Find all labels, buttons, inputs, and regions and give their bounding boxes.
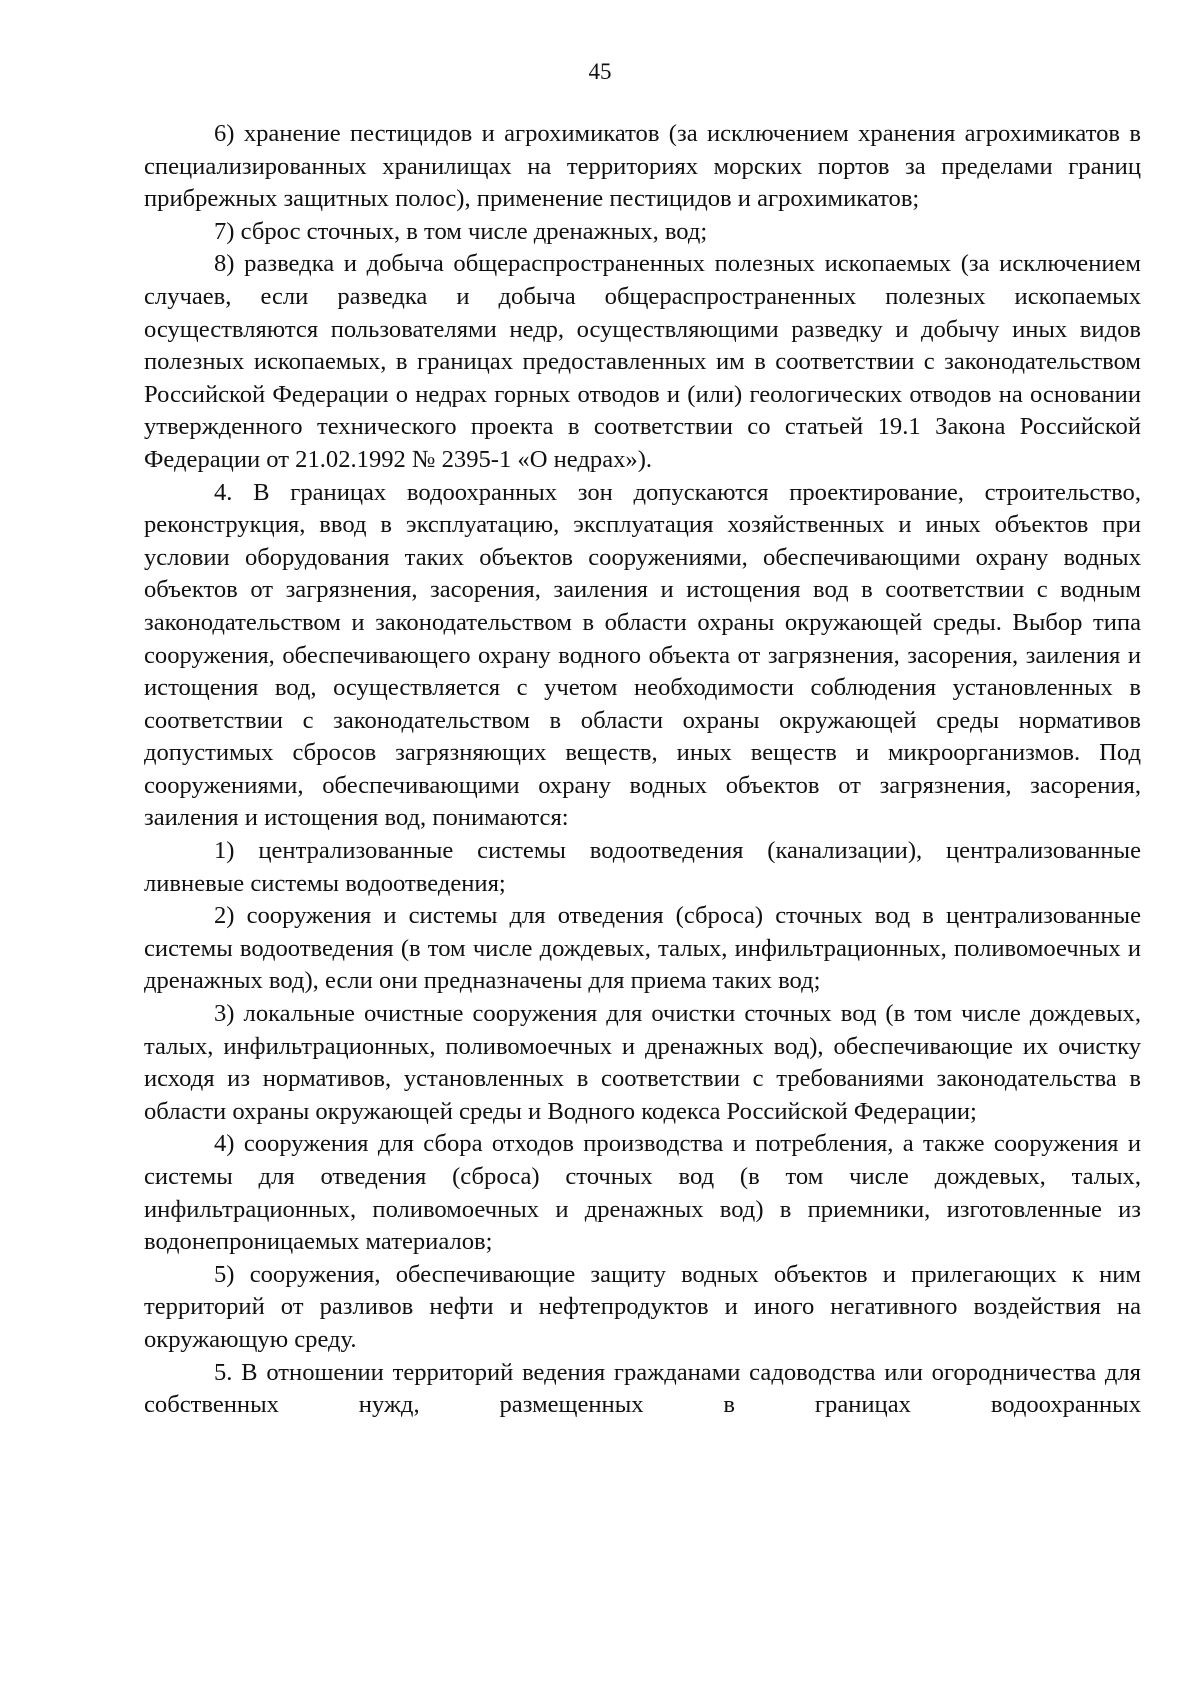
document-body bbox=[144, 118, 1141, 1422]
paragraph-subitem-1: 1) централизованные системы водоотведения (канализации), централизованные ливневые системы водоотведения; bbox=[144, 837, 1141, 897]
paragraph-section-4: 4. В границах водоохранных зон допускаются проектирование, строительство, реконструкция, ввод в эксплуатацию, эксплуатация хозяйственных и иных объектов при условии оборудования таких объектов сооружениями, обеспечивающими охрану водных объектов от загрязнения, засорения, заиления и истощения вод в соответствии с водным законодательством и законодательством в области охраны окружающей среды. Выбор типа сооружения, обеспечивающего охрану водного объекта от загрязнения, засорения, заиления и истощения вод, осуществляется с учетом необходимости соблюдения установленных в соответствии с законодательством в области охраны окружающей среды нормативов допустимых сбросов загрязняющих веществ, иных веществ и микроорганизмов. Под сооружениями, обеспечивающими охрану водных объектов от загрязнения, засорения, заиления и истощения вод, понимаются: bbox=[144, 478, 1141, 832]
paragraph-item-7: 7) сброс сточных, в том числе дренажных, вод; bbox=[214, 217, 708, 245]
paragraph-section-5: 5. В отношении территорий ведения гражданами садоводства или огородничества для собственных нужд, размещенных в границах водоохранных bbox=[144, 1358, 1141, 1419]
paragraph-item-6: 6) хранение пестицидов и агрохимикатов (за исключением хранения агрохимикатов в специализированных хранилищах на территориях морских портов за пределами границ прибрежных защитных полос), применение пестицидов и агрохимикатов; bbox=[144, 120, 1141, 213]
paragraph-subitem-2: 2) сооружения и системы для отведения (сброса) сточных вод в централизованные системы водоотведения (в том числе дождевых, талых, инфильтрационных, поливомоечных и дренажных вод), если они предназначены для приема таких вод; bbox=[144, 902, 1141, 995]
paragraph-subitem-5: 5) сооружения, обеспечивающие защиту водных объектов и прилегающих к ним территорий от разливов нефти и нефтепродуктов и иного негативного воздействия на окружающую среду. bbox=[144, 1260, 1141, 1353]
page-number: 45 bbox=[588, 59, 612, 84]
paragraph-item-8: 8) разведка и добыча общераспространенных полезных ископаемых (за исключением случаев, если разведка и добыча общераспространенных полезных ископаемых осуществляются пользователями недр, осуществляющими разведку и добычу иных видов полезных ископаемых, в границах предоставленных им в соответствии с законодательством Российской Федерации о недрах горных отводов и (или) геологических отводов на основании утвержденного технического проекта в соответствии со статьей 19.1 Закона Российской Федерации от 21.02.1992 № 2395-1 «О недрах»). bbox=[144, 250, 1141, 473]
paragraph-subitem-3: 3) локальные очистные сооружения для очистки сточных вод (в том числе дождевых, талых, инфильтрационных, поливомоечных и дренажных вод), обеспечивающие их очистку исходя из нормативов, установленных в соответствии с требованиями законодательства в области охраны окружающей среды и Водного кодекса Российской Федерации; bbox=[144, 1000, 1141, 1125]
paragraph-subitem-4: 4) сооружения для сбора отходов производства и потребления, а также сооружения и системы для отведения (сброса) сточных вод (в том числе дождевых, талых, инфильтрационных, поливомоечных и дренажных вод) в приемники, изготовленные из водонепроницаемых материалов; bbox=[144, 1130, 1141, 1256]
